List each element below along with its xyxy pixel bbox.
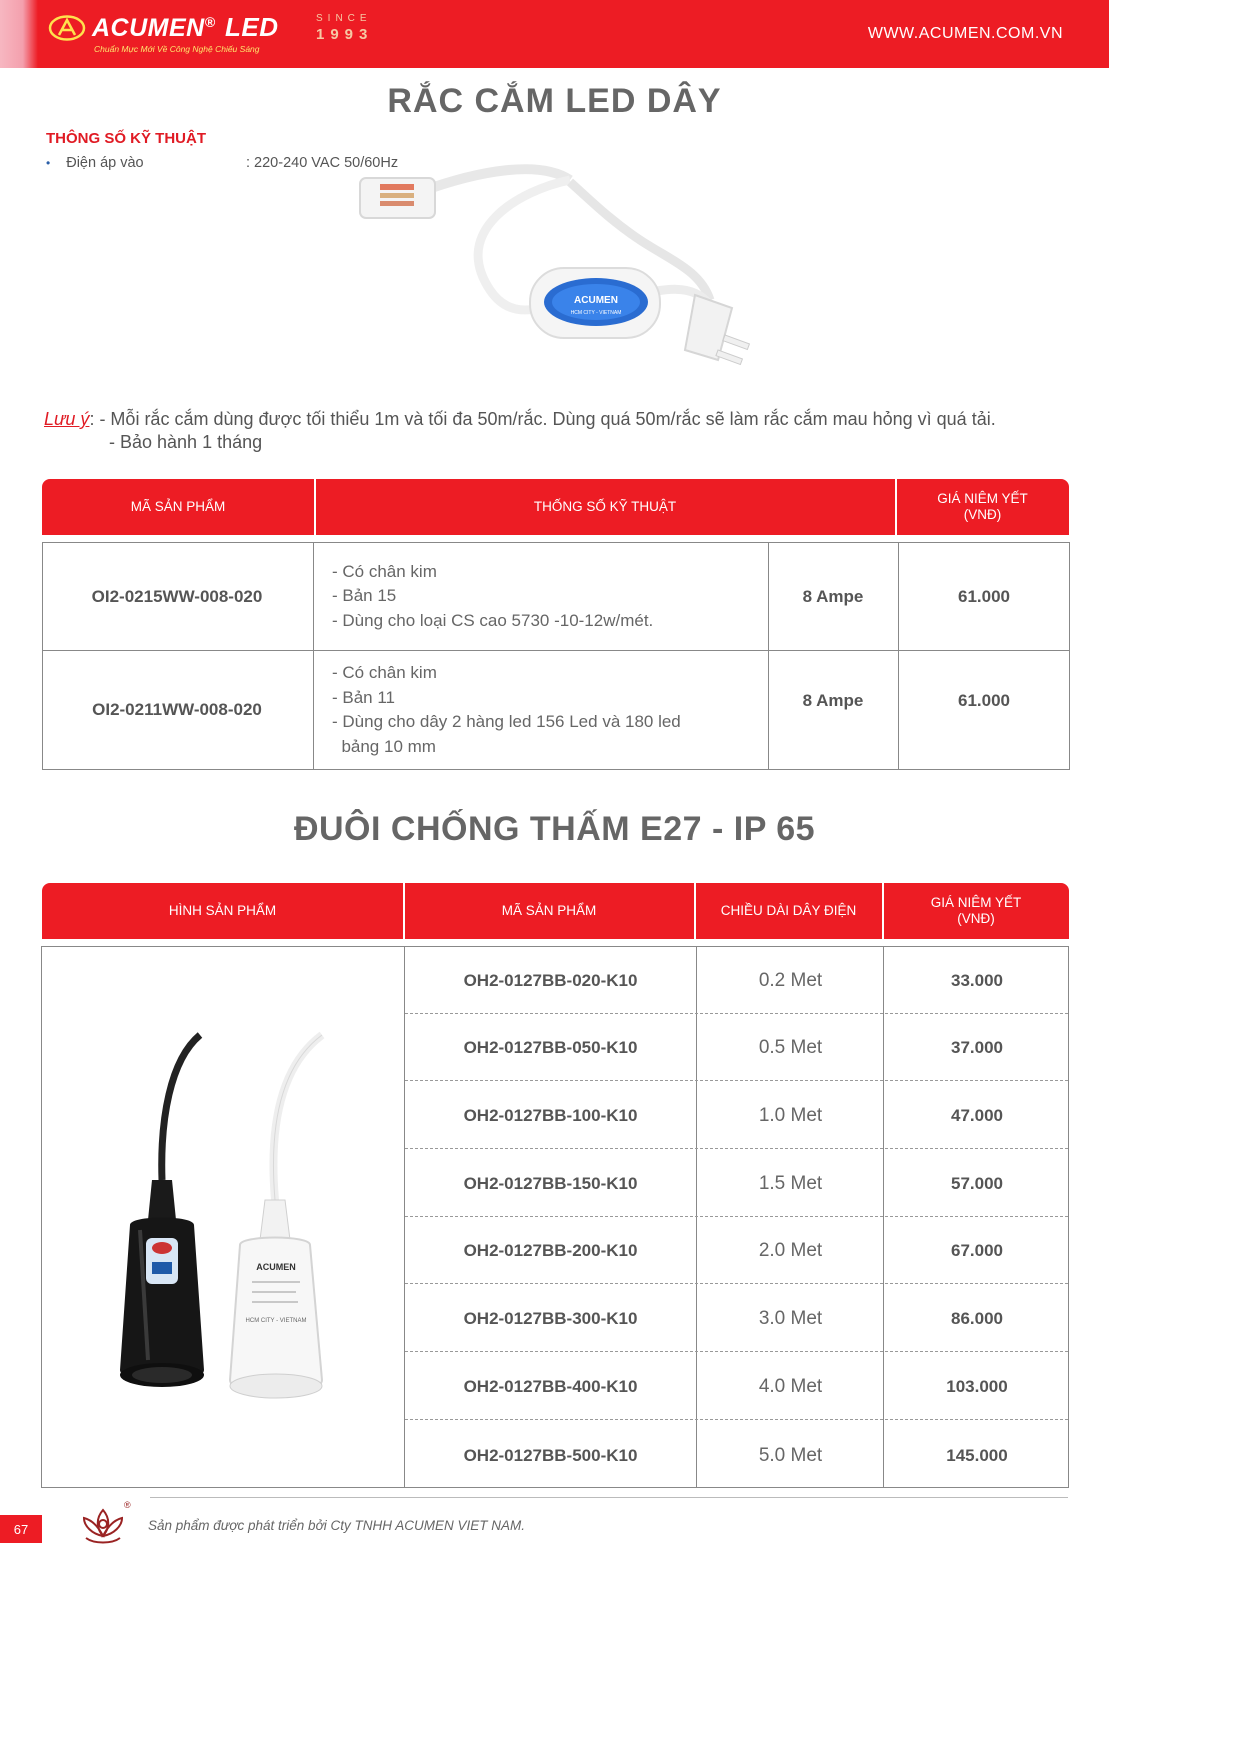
connector-table-header xyxy=(42,479,1069,535)
spec-item-voltage xyxy=(46,155,399,171)
row-divider xyxy=(405,1351,1068,1352)
lotus-logo-icon xyxy=(74,1498,132,1552)
cable-length: 4.0 Met xyxy=(758,1375,823,1397)
svg-text:HCM CITY - VIETNAM: HCM CITY - VIETNAM xyxy=(245,1318,307,1324)
table-row xyxy=(405,1082,1068,1149)
section-title-socket: ĐUÔI CHỐNG THẤM E27 - IP 65 xyxy=(293,810,816,848)
cable-length: 1.0 Met xyxy=(758,1104,823,1126)
price: 86.000 xyxy=(951,1308,1003,1328)
header-accent-strip xyxy=(0,0,38,68)
acumen-logo[interactable] xyxy=(48,12,279,58)
spec-heading: THÔNG SỐ KỸ THUẬT xyxy=(46,130,206,147)
product-code: OH2-0127BB-050-K10 xyxy=(463,1037,638,1057)
since-label: SINCE xyxy=(316,13,372,24)
table-row xyxy=(405,947,1068,1014)
usage-note xyxy=(44,408,996,454)
brand-slogan: Chuẩn Mực Mới Về Công Nghệ Chiếu Sáng xyxy=(94,44,260,54)
header-price: GIÁ NIÊM YẾT (VNĐ) xyxy=(930,895,1022,926)
acumen-logo-icon xyxy=(48,15,86,41)
table-row xyxy=(405,1150,1068,1217)
price: 37.000 xyxy=(951,1037,1003,1057)
cable-length: 3.0 Met xyxy=(758,1307,823,1329)
spec-value: : 220-240 VAC 50/60Hz xyxy=(246,155,399,171)
row-divider xyxy=(405,1419,1068,1420)
price: 67.000 xyxy=(951,1240,1003,1260)
price: 57.000 xyxy=(951,1173,1003,1193)
price: 33.000 xyxy=(951,970,1003,990)
brand-name: ACUMEN® LED xyxy=(92,12,279,42)
product-code: OH2-0127BB-150-K10 xyxy=(463,1173,638,1193)
product-spec: - Có chân kim - Bản 15 - Dùng cho loại CS cao 5730 -10-12w/mét. xyxy=(332,561,654,630)
cable-length: 0.2 Met xyxy=(758,969,823,991)
table-row xyxy=(405,1014,1068,1081)
note-label: Lưu ý xyxy=(44,409,90,429)
product-code: OI2-0211WW-008-020 xyxy=(92,700,262,719)
spec-label: Điện áp vào xyxy=(66,155,144,171)
product-spec: - Có chân kim - Bản 11 - Dùng cho dây 2 hàng led 156 Led và 180 led bảng 10 mm xyxy=(332,663,681,756)
since-year: 1993 xyxy=(316,26,374,43)
product-code: OH2-0127BB-200-K10 xyxy=(463,1240,638,1260)
note-line-2: - Bảo hành 1 tháng xyxy=(109,432,263,452)
page-number: 67 xyxy=(0,1515,42,1543)
note-line-1: Lưu ý: - Mỗi rắc cắm dùng được tối thiểu 1m và tối đa 50m/rắc. Dùng quá 50m/rắc sẽ làm rắc cắm mau hỏng vì quá tải. xyxy=(44,409,996,429)
table-row xyxy=(43,651,1069,769)
led-strip-connector-image xyxy=(340,160,760,392)
socket-table-header xyxy=(42,883,1069,939)
cable-length: 0.5 Met xyxy=(758,1036,823,1058)
header-cable-length: CHIỀU DÀI DÂY ĐIỆN xyxy=(720,903,857,918)
svg-text:HCM CITY - VIETNAM: HCM CITY - VIETNAM xyxy=(570,310,622,316)
header-price: GIÁ NIÊM YẾT (VNĐ) xyxy=(937,491,1028,522)
connector-table xyxy=(42,542,1070,770)
cable-length: 5.0 Met xyxy=(758,1445,823,1466)
product-code: OH2-0127BB-500-K10 xyxy=(463,1446,638,1465)
bullet-icon: • xyxy=(46,156,51,170)
header-spec: THỐNG SỐ KỸ THUẬT xyxy=(533,499,677,514)
header-product-code: MÃ SẢN PHẨM xyxy=(130,499,226,514)
e27-socket-image xyxy=(100,1030,380,1410)
svg-text:®: ® xyxy=(124,1500,131,1510)
cable-length: 1.5 Met xyxy=(758,1172,823,1194)
section-title-connector: RẮC CẮM LED DÂY xyxy=(387,82,722,120)
website-link[interactable]: WWW.ACUMEN.COM.VN xyxy=(867,25,1063,42)
product-code: OH2-0127BB-100-K10 xyxy=(463,1105,638,1125)
page-header xyxy=(0,0,1109,68)
amperage: 8 Ampe xyxy=(802,691,864,710)
svg-text:ACUMEN: ACUMEN xyxy=(256,1262,296,1272)
row-divider xyxy=(405,1283,1068,1284)
header-product-code: MÃ SẢN PHẨM xyxy=(501,903,597,918)
header-image: HÌNH SẢN PHẨM xyxy=(168,903,277,918)
table-row xyxy=(405,1353,1068,1420)
table-row xyxy=(405,1285,1068,1352)
table-row xyxy=(405,1421,1068,1491)
product-code: OH2-0127BB-020-K10 xyxy=(463,970,638,990)
price: 61.000 xyxy=(958,586,1010,606)
footer-divider xyxy=(150,1497,1068,1498)
product-code: OH2-0127BB-400-K10 xyxy=(463,1376,638,1396)
price: 61.000 xyxy=(958,691,1010,710)
svg-text:ACUMEN: ACUMEN xyxy=(574,295,618,306)
table-row xyxy=(405,1217,1068,1284)
product-code: OH2-0127BB-300-K10 xyxy=(463,1308,638,1328)
price: 103.000 xyxy=(946,1376,1008,1396)
product-code: OI2-0215WW-008-020 xyxy=(91,586,263,606)
amperage: 8 Ampe xyxy=(802,586,864,606)
footer-credit: Sản phẩm được phát triển bởi Cty TNHH ACUMEN VIET NAM. xyxy=(148,1518,525,1533)
price: 145.000 xyxy=(946,1446,1008,1465)
row-divider xyxy=(405,1080,1068,1081)
row-divider xyxy=(405,1148,1068,1149)
table-row xyxy=(43,543,1069,650)
price: 47.000 xyxy=(951,1105,1003,1125)
cable-length: 2.0 Met xyxy=(758,1239,823,1261)
